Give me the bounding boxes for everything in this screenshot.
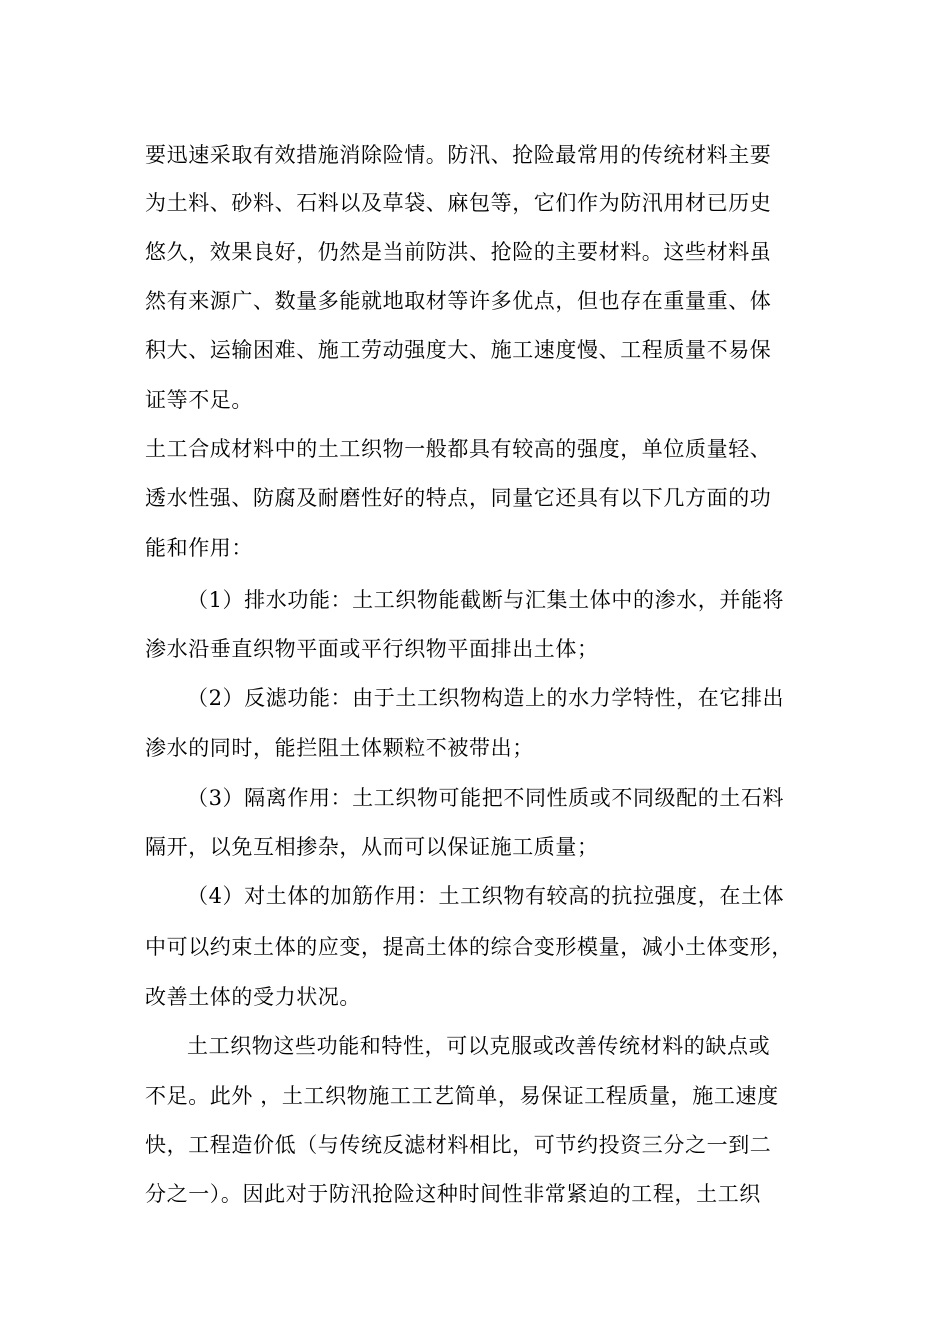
list-item-line: （4）对土体的加筋作用：土工织物有较高的抗拉强度，在土体 <box>187 884 785 908</box>
text-line: 为土料、砂料、石料以及草袋、麻包等，它们作为防汛用材已历史 <box>145 191 772 215</box>
text-line: 能和作用： <box>145 536 253 560</box>
text-line: 然有来源广、数量多能就地取材等许多优点，但也存在重量重、体 <box>145 289 772 313</box>
text-line: 中可以约束土体的应变，提高土体的综合变形模量，减小土体变形， <box>145 935 793 959</box>
paragraph-first-line: 土工织物这些功能和特性，可以克服或改善传统材料的缺点或 <box>187 1034 771 1058</box>
text-line: 渗水的同时，能拦阻土体颗粒不被带出； <box>145 736 534 760</box>
text-line: 改善土体的受力状况。 <box>145 985 361 1009</box>
text-line: 悠久，效果良好，仍然是当前防洪、抢险的主要材料。这些材料虽 <box>145 240 772 264</box>
list-item-line: （2）反滤功能：由于土工织物构造上的水力学特性，在它排出 <box>187 686 785 710</box>
text-line: 积大、运输困难、施工劳动强度大、施工速度慢、工程质量不易保 <box>145 338 772 362</box>
text-line: 土工合成材料中的土工织物一般都具有较高的强度，单位质量轻、 <box>145 437 772 461</box>
text-line: 证等不足。 <box>145 388 253 412</box>
text-line: 分之一）。因此对于防汛抢险这种时间性非常紧迫的工程，土工织 <box>145 1182 761 1206</box>
text-line: 透水性强、防腐及耐磨性好的特点，同量它还具有以下几方面的功 <box>145 486 772 510</box>
list-item-line: （1）排水功能：土工织物能截断与汇集土体中的渗水，并能将 <box>187 588 785 612</box>
list-item-line: （3）隔离作用：土工织物可能把不同性质或不同级配的土石料 <box>187 786 785 810</box>
text-line: 隔开，以免互相掺杂，从而可以保证施工质量； <box>145 835 599 859</box>
text-line: 要迅速采取有效措施消除险情。防汛、抢险最常用的传统材料主要 <box>145 143 772 167</box>
text-line: 不足。此外 ，土工织物施工工艺简单，易保证工程质量，施工速度 <box>145 1084 779 1108</box>
text-line: 渗水沿垂直织物平面或平行织物平面排出土体； <box>145 637 599 661</box>
text-line: 快，工程造价低（与传统反滤材料相比，可节约投资三分之一到二 <box>145 1133 772 1157</box>
